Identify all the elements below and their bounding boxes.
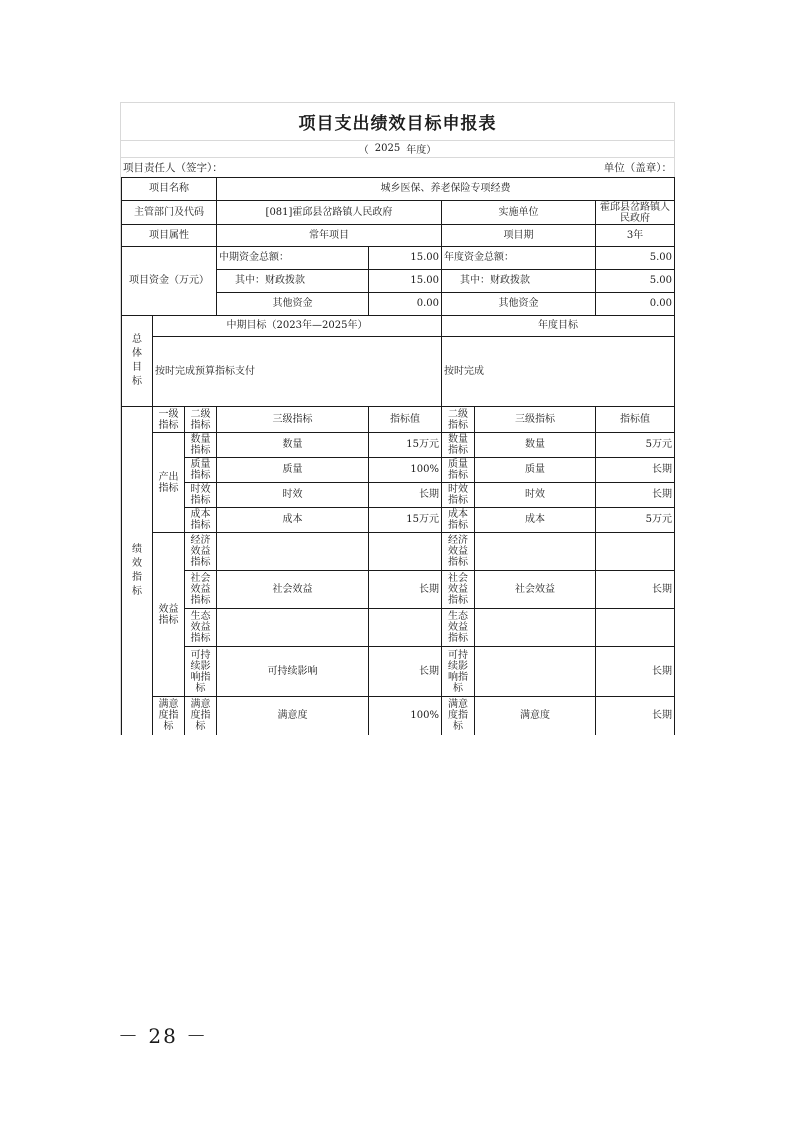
year-value-cell xyxy=(596,609,675,647)
dept-label: 主管部门及代码 xyxy=(122,201,217,225)
mid-goal-header: 中期目标（2023年—2025年） xyxy=(153,316,442,337)
year-l3-cell xyxy=(475,647,596,697)
value-cell: 15万元 xyxy=(369,508,442,533)
header-year-level2: 二级指标 xyxy=(442,407,475,433)
year-goal-header: 年度目标 xyxy=(442,316,675,337)
funds-label: 项目资金（万元） xyxy=(122,247,217,316)
indicator-row xyxy=(122,458,675,483)
value-cell: 长期 xyxy=(369,483,442,508)
year-l3-cell: 时效 xyxy=(475,483,596,508)
impl-unit-label: 实施单位 xyxy=(442,201,596,225)
year-l2-cell: 时效指标 xyxy=(442,483,475,508)
value-cell: 长期 xyxy=(369,571,442,609)
indicator-row xyxy=(122,647,675,697)
year-l3-cell: 数量 xyxy=(475,433,596,458)
mid-other-label: 其他资金 xyxy=(217,293,369,316)
overall-goal-label-text: 总体目标 xyxy=(132,334,142,387)
impl-unit-value: 霍邱县岔路镇人民政府 xyxy=(596,201,675,225)
year-value-cell: 长期 xyxy=(596,697,675,735)
year-l2-cell: 生态效益指标 xyxy=(442,609,475,647)
period-label: 项目期 xyxy=(442,225,596,247)
value-cell xyxy=(369,533,442,571)
value-cell: 15万元 xyxy=(369,433,442,458)
l2-cell: 社会效益指标 xyxy=(185,571,217,609)
level1-output: 产出指标 xyxy=(153,433,185,533)
mid-total-label: 中期资金总额： xyxy=(217,247,369,270)
year-l3-cell: 社会效益 xyxy=(475,571,596,609)
year-other-value: 0.00 xyxy=(596,293,675,316)
value-cell: 长期 xyxy=(369,647,442,697)
l3-cell: 社会效益 xyxy=(217,571,369,609)
year-value-cell: 长期 xyxy=(596,571,675,609)
header-value: 指标值 xyxy=(369,407,442,433)
year-fiscal-value: 5.00 xyxy=(596,270,675,293)
year-open-paren: （ xyxy=(358,145,369,156)
l3-cell: 成本 xyxy=(217,508,369,533)
overall-goal-label xyxy=(122,316,153,407)
header-year-value: 指标值 xyxy=(596,407,675,433)
year-l2-cell: 质量指标 xyxy=(442,458,475,483)
mid-goal-text: 按时完成预算指标支付 xyxy=(153,337,442,407)
header-level2: 二级指标 xyxy=(185,407,217,433)
year-l3-cell: 满意度 xyxy=(475,697,596,735)
year-value-cell: 5万元 xyxy=(596,433,675,458)
year-value-cell: 5万元 xyxy=(596,508,675,533)
year-l2-cell: 成本指标 xyxy=(442,508,475,533)
indicator-row xyxy=(122,697,675,735)
attr-label: 项目属性 xyxy=(122,225,217,247)
year-l2-cell: 经济效益指标 xyxy=(442,533,475,571)
dept-row xyxy=(122,201,675,225)
indicator-row xyxy=(122,508,675,533)
level1-satisfaction: 满意度指标 xyxy=(153,697,185,735)
responsible-person-label: 项目责任人（签字）： xyxy=(123,161,223,174)
l2-cell: 生态效益指标 xyxy=(185,609,217,647)
indicator-row xyxy=(122,433,675,458)
performance-label-text: 绩效指标 xyxy=(132,543,142,597)
year-value-cell: 长期 xyxy=(596,483,675,508)
level1-benefit: 效益指标 xyxy=(153,533,185,697)
project-name-label: 项目名称 xyxy=(122,178,217,201)
year-suffix: 年度） xyxy=(406,145,437,156)
project-name-row xyxy=(122,178,675,201)
year-value-cell: 长期 xyxy=(596,458,675,483)
attr-value: 常年项目 xyxy=(217,225,442,247)
indicator-row xyxy=(122,571,675,609)
indicator-row xyxy=(122,483,675,508)
indicator-row xyxy=(122,533,675,571)
page-number: － 28 － xyxy=(118,1024,209,1048)
mid-total-value: 15.00 xyxy=(369,247,442,270)
l3-cell xyxy=(217,609,369,647)
header-level1: 一级指标 xyxy=(153,407,185,433)
l3-cell: 满意度 xyxy=(217,697,369,735)
year-value-cell xyxy=(596,533,675,571)
form-title: 项目支出绩效目标申报表 xyxy=(121,103,674,141)
attr-row xyxy=(122,225,675,247)
value-cell: 100% xyxy=(369,697,442,735)
goal-content-row xyxy=(122,337,675,407)
mid-fiscal-label: 其中：财政拨款 xyxy=(217,270,369,293)
header-year-level3: 三级指标 xyxy=(475,407,596,433)
l2-cell: 成本指标 xyxy=(185,508,217,533)
period-value: 3年 xyxy=(596,225,675,247)
mid-other-value: 0.00 xyxy=(369,293,442,316)
l2-cell: 质量指标 xyxy=(185,458,217,483)
main-table xyxy=(121,177,675,735)
l3-cell: 可持续影响 xyxy=(217,647,369,697)
year-l2-cell: 社会效益指标 xyxy=(442,571,475,609)
l2-cell: 可持续影响指标 xyxy=(185,647,217,697)
year-l2-cell: 满意度指标 xyxy=(442,697,475,735)
header-level3: 三级指标 xyxy=(217,407,369,433)
year-value: 2025 xyxy=(374,143,401,154)
indicator-header-row xyxy=(122,407,675,433)
value-cell: 100% xyxy=(369,458,442,483)
goal-header-row xyxy=(122,316,675,337)
info-row xyxy=(121,157,674,177)
year-value-cell: 长期 xyxy=(596,647,675,697)
year-goal-text: 按时完成 xyxy=(442,337,675,407)
project-name-value: 城乡医保、养老保险专项经费 xyxy=(217,178,675,201)
year-l3-cell: 成本 xyxy=(475,508,596,533)
year-l2-cell: 可持续影响指标 xyxy=(442,647,475,697)
l3-cell xyxy=(217,533,369,571)
l3-cell: 数量 xyxy=(217,433,369,458)
year-fiscal-label: 其中：财政拨款 xyxy=(442,270,596,293)
unit-seal-label: 单位（盖章）： xyxy=(603,161,672,174)
year-total-label: 年度资金总额： xyxy=(442,247,596,270)
funds-row-total xyxy=(122,247,675,270)
year-total-value: 5.00 xyxy=(596,247,675,270)
l2-cell: 满意度指标 xyxy=(185,697,217,735)
year-l3-cell xyxy=(475,609,596,647)
mid-fiscal-value: 15.00 xyxy=(369,270,442,293)
year-l2-cell: 数量指标 xyxy=(442,433,475,458)
year-l3-cell: 质量 xyxy=(475,458,596,483)
year-other-label: 其他资金 xyxy=(442,293,596,316)
performance-form-sheet xyxy=(120,102,675,735)
l3-cell: 质量 xyxy=(217,458,369,483)
year-line xyxy=(121,140,674,158)
l3-cell: 时效 xyxy=(217,483,369,508)
dept-value: [081]霍邱县岔路镇人民政府 xyxy=(217,201,442,225)
l2-cell: 经济效益指标 xyxy=(185,533,217,571)
l2-cell: 数量指标 xyxy=(185,433,217,458)
value-cell xyxy=(369,609,442,647)
performance-label xyxy=(122,407,153,735)
l2-cell: 时效指标 xyxy=(185,483,217,508)
year-l3-cell xyxy=(475,533,596,571)
indicator-row xyxy=(122,609,675,647)
